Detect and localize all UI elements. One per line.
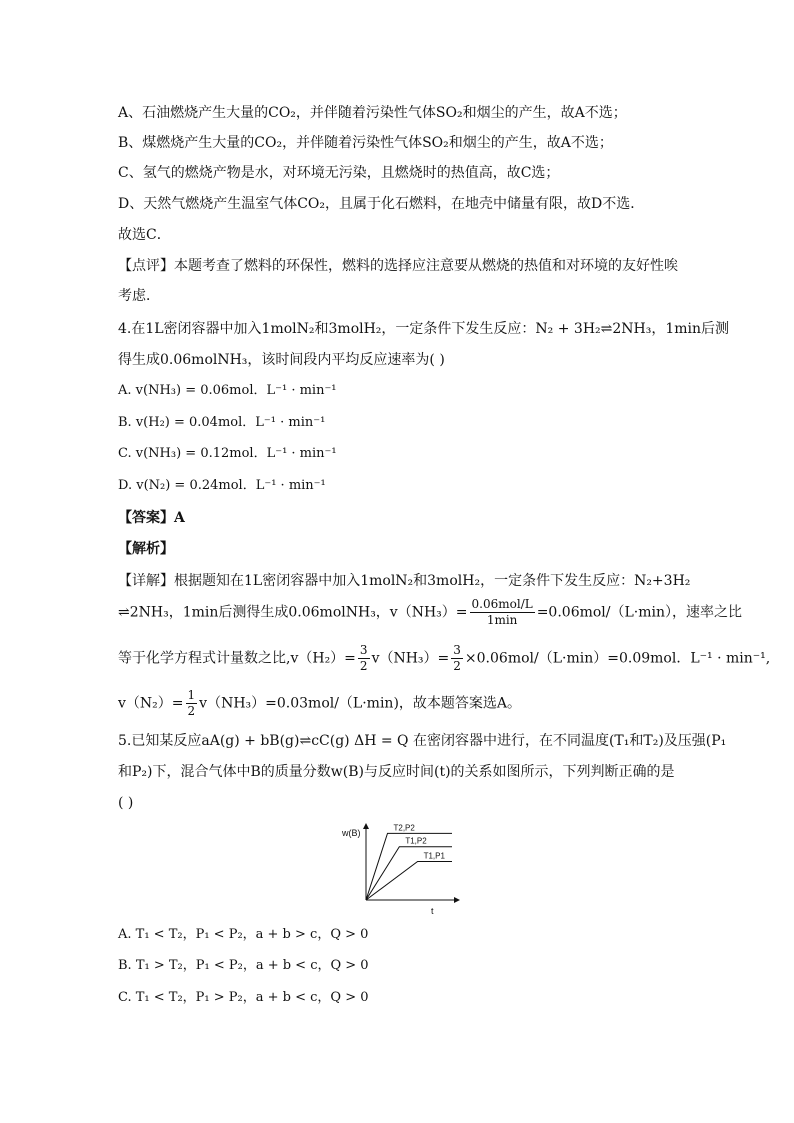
q5-stem-line1: 5.已知某反应aA(g) + bB(g)⇌cC(g) ΔH = Q 在密闭容器中进行，在不同温度(T₁和T₂)及压强(P₁ xyxy=(118,733,727,749)
q4-analysis-heading: 【解析】 xyxy=(118,541,174,557)
q4-detail-line4-text-b: v（NH₃）=0.03mol/（L·min)，故本题答案选A。 xyxy=(199,695,522,712)
q5-chart xyxy=(335,818,465,918)
q5-stem-line3: ( ) xyxy=(118,795,134,811)
q4-option-d: D. v(N₂) = 0.24mol．L⁻¹ · min⁻¹ xyxy=(118,478,326,493)
fraction-numerator: 3 xyxy=(453,643,461,657)
series-label-2: T1,P2 xyxy=(405,836,427,846)
q4-detail-line4 xyxy=(118,688,521,719)
q4-detail-line2-text-b: =0.06mol/（L·min），速率之比 xyxy=(536,604,743,621)
q4-detail-line3-text-b: v（NH₃）= xyxy=(371,650,450,667)
q3-comment-line1: 【点评】本题考查了燃料的环保性，燃料的选择应注意要从燃烧的热值和对环境的友好性唉 xyxy=(118,258,678,274)
q4-stem-line1: 4.在1L密闭容器中加入1molN₂和3molH₂，一定条件下发生反应：N₂ + 3H₂⇌2NH₃，1min后测 xyxy=(118,321,730,337)
q4-option-c: C. v(NH₃) = 0.12mol．L⁻¹ · min⁻¹ xyxy=(118,446,337,461)
y-axis-label: w(B) xyxy=(342,828,361,838)
q4-detail-line1: 【详解】根据题知在1L密闭容器中加入1molN₂和3molH₂，一定条件下发生反应：N₂+3H₂ xyxy=(118,573,691,589)
series-layer xyxy=(366,823,452,900)
q4-three-halves-fraction xyxy=(358,643,370,674)
q4-option-a: A. v(NH₃) = 0.06mol．L⁻¹ · min⁻¹ xyxy=(118,383,337,398)
q5-stem-line2: 和P₂)下，混合气体中B的质量分数w(B)与反应时间(t)的关系如图所示，下列判断正确的是 xyxy=(118,764,675,780)
fraction-numerator: 1 xyxy=(187,688,196,702)
q4-option-b: B. v(H₂) = 0.04mol．L⁻¹ · min⁻¹ xyxy=(118,415,326,430)
fraction-denominator: 1min xyxy=(486,613,518,627)
q4-detail-line3-text-a: 等于化学方程式计量数之比,v（H₂）= xyxy=(118,650,356,667)
series-label-1: T2,P2 xyxy=(393,823,415,833)
q4-answer: 【答案】A xyxy=(118,510,185,526)
q4-stem-line2: 得生成0.06molNH₃，该时间段内平均反应速率为( ) xyxy=(118,352,445,368)
q4-detail-line4-text-a: v（N₂）= xyxy=(118,695,184,712)
q3-comment-line2: 考虑． xyxy=(118,288,160,304)
q3-option-a: A、石油燃烧产生大量的CO₂，并伴随着污染性气体SO₂和烟尘的产生，故A不选； xyxy=(118,105,627,121)
q3-option-b: B、煤燃烧产生大量的CO₂，并伴随着污染性气体SO₂和烟尘的产生，故A不选； xyxy=(118,135,613,151)
q4-three-halves-fraction-2 xyxy=(451,643,463,674)
fraction-denominator: 2 xyxy=(187,704,196,718)
fraction-numerator: 3 xyxy=(359,643,368,657)
q4-detail-line2 xyxy=(118,597,742,628)
series-line-3 xyxy=(366,862,452,900)
q5-option-c: C. T₁ < T₂，P₁ > P₂，a + b < c，Q > 0 xyxy=(118,990,369,1005)
series-label-3: T1,P1 xyxy=(423,851,445,861)
q4-detail-line2-text-a: ⇌2NH₃，1min后测得生成0.06molNH₃，v（NH₃）= xyxy=(118,604,468,621)
fraction-denominator: 2 xyxy=(359,659,368,673)
fraction-denominator: 2 xyxy=(453,659,461,673)
q3-choice: 故选C． xyxy=(118,227,171,243)
q5-option-b: B. T₁ > T₂，P₁ < P₂，a + b < c，Q > 0 xyxy=(118,958,369,973)
q4-rate-fraction xyxy=(470,597,535,628)
q3-option-c: C、氢气的燃烧产物是水，对环境无污染，且燃烧时的热值高，故C选； xyxy=(118,165,560,181)
q3-option-d: D、天然气燃烧产生温室气体CO₂，且属于化石燃料，在地壳中储量有限，故D不选． xyxy=(118,196,645,212)
q4-detail-line3-text-c: ×0.06mol/（L·min）=0.09mol．L⁻¹ · min⁻¹, xyxy=(464,650,771,667)
q4-one-half-fraction xyxy=(186,688,198,719)
fraction-numerator: 0.06mol/L xyxy=(471,597,533,611)
q5-option-a: A. T₁ < T₂，P₁ < P₂，a + b > c，Q > 0 xyxy=(118,927,369,942)
q4-detail-line3 xyxy=(118,643,770,674)
x-axis-label: t xyxy=(431,906,434,916)
